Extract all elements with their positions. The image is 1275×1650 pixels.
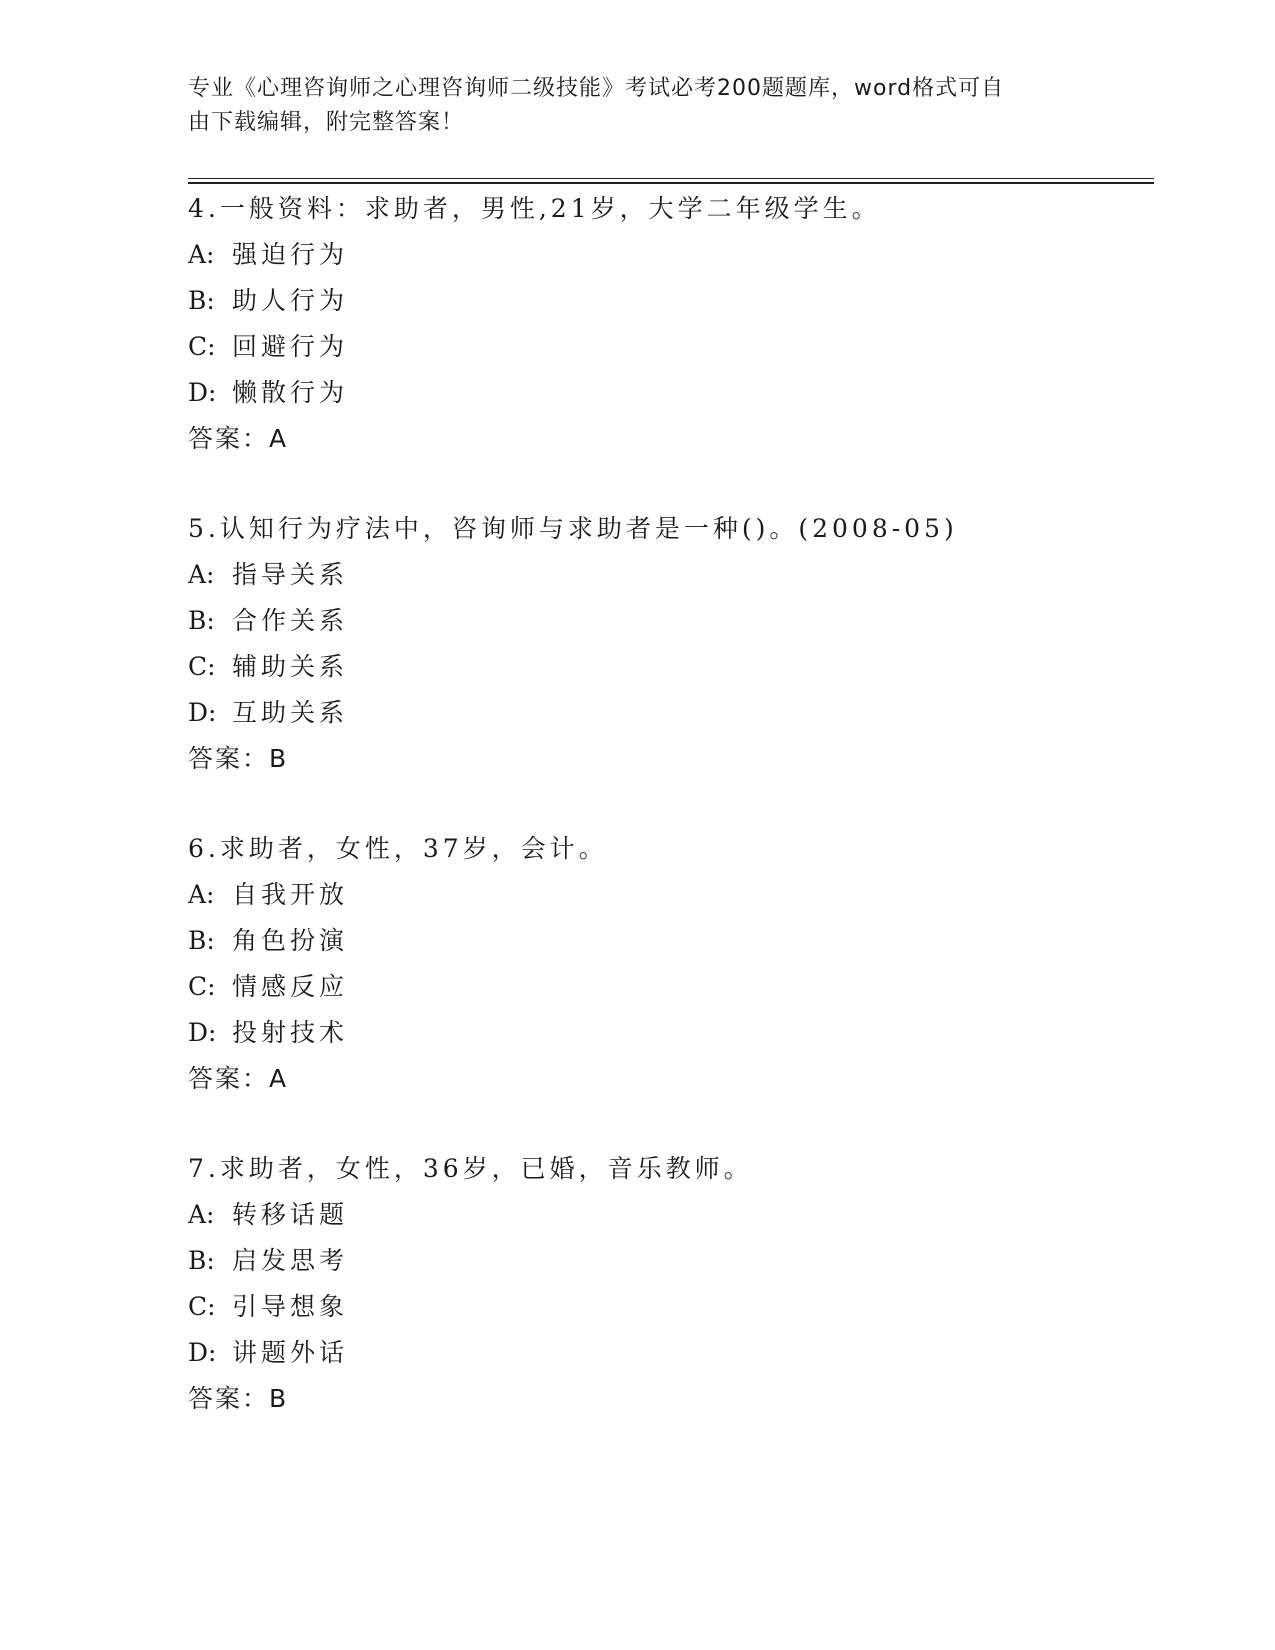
option-letter: D: bbox=[188, 1018, 217, 1047]
answer-line: 答案：A bbox=[188, 424, 289, 453]
answer-line: 答案：B bbox=[188, 744, 289, 773]
option-a bbox=[188, 1192, 1154, 1238]
option-letter: C: bbox=[188, 972, 216, 1001]
question-stem: 7.求助者，女性，36岁，已婚，音乐教师。 bbox=[188, 1154, 753, 1183]
option-letter: B: bbox=[188, 926, 215, 955]
option-c bbox=[188, 324, 1154, 370]
option-letter: C: bbox=[188, 1292, 216, 1321]
question-4 bbox=[188, 186, 1154, 462]
question-stem: 5.认知行为疗法中，咨询师与求助者是一种()。(2008-05) bbox=[188, 514, 958, 543]
option-text: 指导关系 bbox=[232, 560, 349, 589]
option-letter: A: bbox=[188, 240, 215, 269]
option-text: 引导想象 bbox=[232, 1292, 349, 1321]
option-text: 强迫行为 bbox=[232, 240, 349, 269]
option-letter: A: bbox=[188, 560, 215, 589]
option-d bbox=[188, 690, 1154, 736]
answer-line: 答案：B bbox=[188, 1384, 289, 1413]
question-5 bbox=[188, 506, 1154, 782]
option-letter: C: bbox=[188, 332, 216, 361]
option-text: 投射技术 bbox=[232, 1018, 349, 1047]
answer-line: 答案：A bbox=[188, 1064, 289, 1093]
option-c bbox=[188, 644, 1154, 690]
option-letter: D: bbox=[188, 378, 217, 407]
option-b bbox=[188, 1238, 1154, 1284]
header-divider-thin bbox=[188, 178, 1154, 179]
option-a bbox=[188, 872, 1154, 918]
option-b bbox=[188, 278, 1154, 324]
option-letter: D: bbox=[188, 1338, 217, 1367]
option-text: 回避行为 bbox=[232, 332, 349, 361]
option-text: 启发思考 bbox=[232, 1246, 349, 1275]
option-d bbox=[188, 1010, 1154, 1056]
option-b bbox=[188, 918, 1154, 964]
header-line-1: 专业《心理咨询师之心理咨询师二级技能》考试必考200题题库，word格式可自 bbox=[188, 76, 1005, 101]
option-a bbox=[188, 552, 1154, 598]
option-d bbox=[188, 370, 1154, 416]
header-divider-thick bbox=[188, 182, 1154, 184]
header-line-2: 由下载编辑，附完整答案！ bbox=[188, 110, 465, 135]
option-letter: A: bbox=[188, 1200, 215, 1229]
option-text: 辅助关系 bbox=[232, 652, 349, 681]
option-b bbox=[188, 598, 1154, 644]
option-c bbox=[188, 1284, 1154, 1330]
option-letter: A: bbox=[188, 880, 215, 909]
question-stem: 6.求助者，女性，37岁，会计。 bbox=[188, 834, 608, 863]
question-7 bbox=[188, 1146, 1154, 1422]
question-6 bbox=[188, 826, 1154, 1102]
option-text: 互助关系 bbox=[232, 698, 349, 727]
option-letter: D: bbox=[188, 698, 217, 727]
option-text: 讲题外话 bbox=[232, 1338, 349, 1367]
option-text: 合作关系 bbox=[232, 606, 349, 635]
question-stem: 4.一般资料：求助者，男性,21岁，大学二年级学生。 bbox=[188, 194, 881, 223]
option-text: 自我开放 bbox=[232, 880, 349, 909]
option-text: 情感反应 bbox=[232, 972, 349, 1001]
option-c bbox=[188, 964, 1154, 1010]
option-letter: C: bbox=[188, 652, 216, 681]
option-text: 懒散行为 bbox=[232, 378, 349, 407]
option-letter: B: bbox=[188, 606, 215, 635]
document-header bbox=[188, 72, 1068, 140]
option-text: 角色扮演 bbox=[232, 926, 349, 955]
option-letter: B: bbox=[188, 286, 215, 315]
option-a bbox=[188, 232, 1154, 278]
option-text: 助人行为 bbox=[232, 286, 349, 315]
option-letter: B: bbox=[188, 1246, 215, 1275]
option-text: 转移话题 bbox=[232, 1200, 349, 1229]
option-d bbox=[188, 1330, 1154, 1376]
